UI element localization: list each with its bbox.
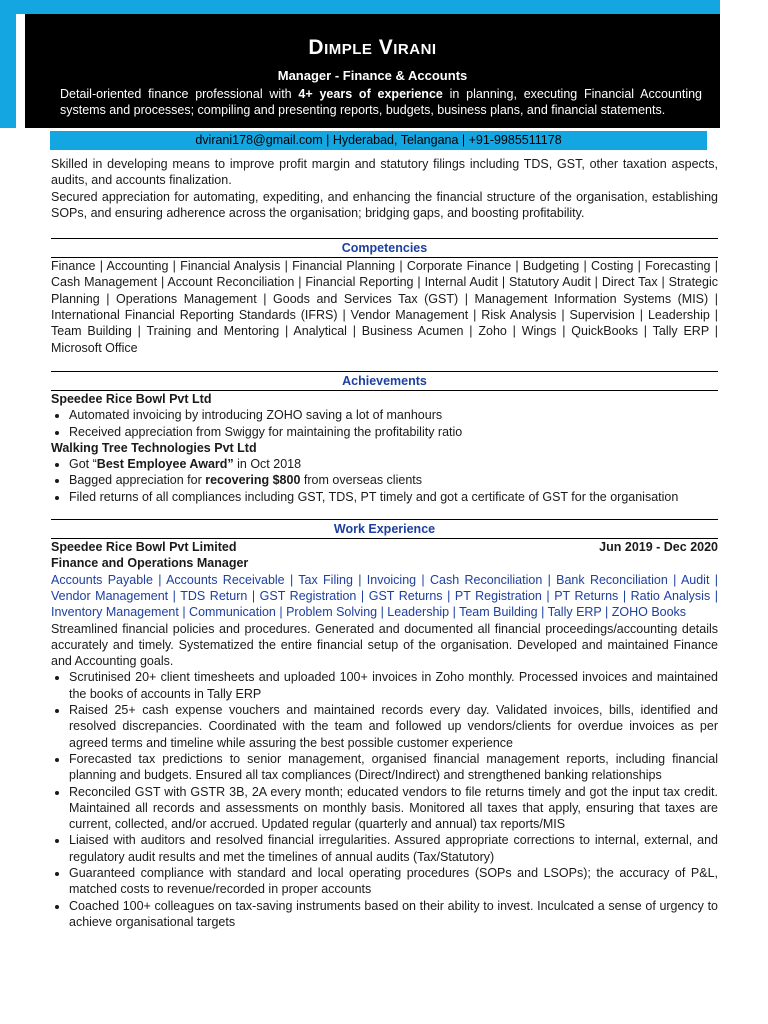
summary-highlight: 4+ years of experience	[298, 87, 443, 101]
candidate-name: Dimple Virani	[308, 36, 437, 59]
achievements-heading: Achievements	[51, 371, 718, 390]
text: Bagged appreciation for	[69, 473, 206, 488]
list-item: • Raised 25+ cash expense vouchers and maintained records every day. Validated invoices, bills, identified and resolved discrepancies. Coordinated with the team and followed up vendors/clients for overdue invoices as per agreed terms and timeline while assuring the best possible customer experience	[69, 702, 718, 751]
list-item: • Coached 100+ colleagues on tax-saving instruments based on their ability to invest. Inculcated a sense of urgency to achieve organisational targets	[69, 898, 718, 931]
highlight: Best Employee Award”	[96, 457, 234, 472]
intro-paragraph: Secured appreciation for automating, expediting, and enhancing the financial structure of the organisation, establishing SOPs, and ensuring adherence across the organisation; bridging gaps, and boosting profitability.	[51, 189, 718, 220]
list-item: • Received appreciation from Swiggy for maintaining the profitability ratio	[69, 424, 718, 440]
text: Got “	[69, 457, 97, 472]
list-item: • Filed returns of all compliances including GST, TDS, PT timely and got a certificate of GST for the organisation	[69, 489, 718, 505]
text: in Oct 2018	[233, 457, 302, 472]
candidate-title: Manager - Finance & Accounts	[277, 68, 468, 83]
list-item: • Liaised with auditors and resolved financial irregularities. Assured appropriate corrections to internal, external, and regulatory audit results and met the timelines of annual audits (Tax/Statutory)	[69, 832, 718, 865]
resume-body	[51, 156, 718, 930]
list-item: • Guaranteed compliance with standard and local operating procedures (SOPs and LSOPs); the accuracy of P&L, matched costs to revenue/recorded in proper accounts	[69, 865, 718, 898]
list-item: • Reconciled GST with GSTR 3B, 2A every month; educated vendors to file returns timely and got the input tax credit. Maintained all records and assessments on monthly basis. Monitored all taxes that apply, ensuring that taxes are current, collected, and/or accrued. Updated regular (quarterly and annual) tax reports/MIS	[69, 784, 718, 833]
list-item	[69, 456, 718, 472]
job-skills: Accounts Payable | Accounts Receivable | Tax Filing | Invoicing | Cash Reconciliation | Bank Reconciliation | Audit | Vendor Management | TDS Return | GST Registration | GST Returns | PT Registration | PT Returns | Ratio Analysis | Inventory Management | Communication | Problem Solving | Leadership | Team Building | Tally ERP | ZOHO Books	[51, 572, 718, 620]
text: from overseas clients	[300, 473, 422, 488]
achievement-list	[51, 407, 718, 440]
accent-bar-top	[0, 0, 720, 14]
contact-bar: dvirani178@gmail.com | Hyderabad, Telangana | +91-9985511178	[50, 131, 707, 150]
job-responsibilities	[51, 669, 718, 930]
achievement-company: Speedee Rice Bowl Pvt Ltd	[51, 391, 212, 406]
list-item: • Forecasted tax predictions to senior management, organised financial management reports, including financial planning and budgets. Ensured all tax compliances (Direct/Indirect) and strengthened banking relationships	[69, 751, 718, 784]
achievement-list	[51, 456, 718, 505]
job-role: Finance and Operations Manager	[51, 556, 249, 571]
competencies-list: Finance | Accounting | Financial Analysis | Financial Planning | Corporate Finance | Budgeting | Costing | Forecasting | Cash Management | Account Reconciliation | Financial Reporting | Internal Audit | Statutory Audit | Direct Tax | Strategic Planning | Operations Management | Goods and Services Tax (GST) | Management Information Systems (MIS) | International Financial Reporting Standards (IFRS) | Vendor Management | Risk Analysis | Supervision | Leadership | Team Building | Training and Mentoring | Analytical | Business Acumen | Zoho | Wings | QuickBooks | Tally ERP | Microsoft Office	[51, 259, 718, 355]
intro-paragraph: Skilled in developing means to improve profit margin and statutory filings including TDS, GST, other taxation aspects, audits, and accounts finalization.	[51, 157, 718, 188]
job-dates: Jun 2019 - Dec 2020	[599, 540, 718, 555]
list-item	[69, 472, 718, 488]
job-header	[51, 539, 718, 555]
achievement-company: Walking Tree Technologies Pvt Ltd	[51, 440, 257, 455]
summary-text: in planning, executing Financial Accounting systems and processes; compiling and presenting reports, budgets, business plans, and financial statements.	[60, 87, 702, 117]
accent-bar-left	[0, 0, 16, 128]
summary-text: Detail-oriented finance professional with	[60, 87, 299, 101]
highlight: recovering $800	[205, 473, 301, 488]
job-company: Speedee Rice Bowl Pvt Limited	[51, 540, 237, 555]
competencies-heading: Competencies	[51, 238, 718, 257]
resume-header	[25, 14, 720, 128]
job-summary: Streamlined financial policies and procedures. Generated and documented all financial proceedings/accounting details accurately and timely. Systematized the entire financial setup of the organisation. Developed and maintained Finance and Accounting goals.	[51, 621, 718, 669]
header-summary	[60, 86, 702, 118]
list-item: • Automated invoicing by introducing ZOHO saving a lot of manhours	[69, 407, 718, 423]
list-item: • Scrutinised 20+ client timesheets and uploaded 100+ invoices in Zoho monthly. Processed invoices and maintained the books of accounts in Tally ERP	[69, 669, 718, 702]
work-experience-heading: Work Experience	[51, 519, 718, 538]
